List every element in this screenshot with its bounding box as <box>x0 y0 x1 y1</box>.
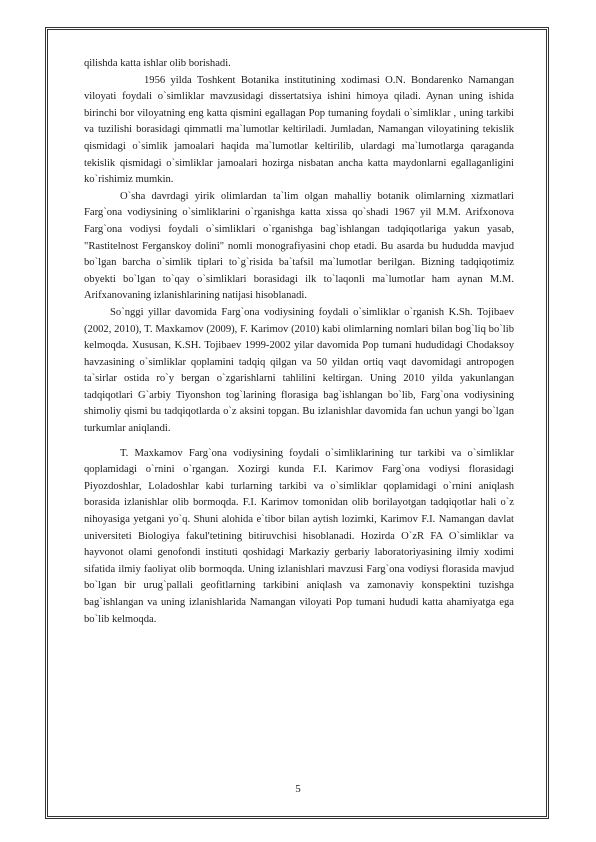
paragraph-2: 1956 yilda Toshkent Botanika institutining xodimasi O.N. Bondarenko Namangan viloyati foydali o`simliklar mavzusidagi dissertatsiya ishini himoya qiladi. Aynan uning ishida birinchi bor viloyatning eng katta qismini egallagan Pop tumaning foydali o`simliklar , uning tarkibi va tuzilishi borasidagi qimmatli ma`lumotlar keltiriladi. Jumladan, Namangan viloyatining tekislik qismidagi o`simlik jamoalari haqida ma`lumotlar keltirilib, ulardagi ma`lumotlarga qaraganda tekislik qismidagi o`simliklar jamoalari hozirga nisbatan ancha katta maydonlarni egallaganligini ko`rishimiz mumkin. <box>84 74 514 186</box>
paragraph-4: So`nggi yillar davomida Farg`ona vodiysining foydali o`simliklar o`rganish K.Sh. Tojibaev (2002, 2010), T. Maxkamov (2009), F. Karimov (2010) kabi olimlarning nomlari bilan bog`liq bo`lib kelmoqda. Xususan, K.SH. Tojibaev 1999-2002 yilar davomida Pop tumani hududidagi Chodaksoy havzasining o`simliklar qoplamini tadqiq qilgan va 50 yildan ortiq vaqt davomidagi antropogen ta`sirlar ostida ro`y bergan o`zgarishlarni tahlilini keltirgan. Uning 2010 yilda yakunlangan tadqiqotlari G`arbiy Tiyonshon tog`larining florasiga bag`ishlangan bo`lib, Farg`ona vodiysining shimoliy qismi bu tadqiqotlarda o`z aksini topgan. Bu izlanishlar davomida fan uchun yangi bo`lgan turkumlar aniqlandi. <box>84 306 514 435</box>
page-number: 5 <box>295 783 301 795</box>
paragraph-3: O`sha davrdagi yirik olimlardan ta`lim olgan mahalliy botanik olimlarning xizmatlari Farg`ona vodiysining o`simliklarini o`rganishga katta xissa qo`shadi 1967 yil M.M. Arifxonova Farg`ona vodiysi foydali o`simliklari o`rganishga bag`ishlangan tadqiqotlariga yakun yasab, "Rastitelnost Ferganskoy dolini" nomli monografiyasini chop etadi. Bu asarda bu hududda mavjud bo`lgan barcha o`simlik tiplari to`g`risida ba`tafsil ma`lumotlar berilgan. Bizning tadqiqotimiz obyekti bo`lgan to`qay o`simliklari borasidagi ilk to`laqonli ma`lumotlar ham aynan M.M. Arifxanovaning izlanishlarining natijasi hisoblanadi. <box>84 190 514 302</box>
document-body <box>84 56 514 628</box>
paragraph-1: qilishda katta ishlar olib borishadi. <box>84 58 231 69</box>
paragraph-5: T. Maxkamov Farg`ona vodiysining foydali o`simliklarining tur tarkibi va o`simliklar qoplamidagi o`rnini o`rgangan. Xozirgi kunda F.I. Karimov Farg`ona vodiysi florasidagi Piyozdoshlar, Loladoshlar kabi turlarning tarkibi va o`simliklar qoplamidagi o`rnini aniqlash borasida izlanishlar olib bormoqda. F.I. Karimov tomonidan olib borilayotgan tadqiqotlar hali o`z nihoyasiga yetgani yo`q. Shuni alohida e`tibor bilan aytish lozimki, Karimov F.I. Namangan davlat universiteti Biologiya fakul'tetining bitiruvchisi hisoblanadi. Hozirda O`zR FA O`simliklar va hayvonot olami genofondi instituti qoshidagi Markaziy gerbariy laboratoriyasining ilmiy xodimi sifatida ilmiy faoliyat olib bormoqda. Uning izlanishlari mavzusi Farg`ona vodiysi florasida mavjud bo`lgan bir urug`pallali geofitlarning tarkibini aniqlash va zamonaviy konspektini tuzishga bag`ishlangan va uning izlanishlarida Namangan viloyati Pop tumani hududi katta ahamiyatga ega bo`lib kelmoqda. <box>84 447 514 625</box>
